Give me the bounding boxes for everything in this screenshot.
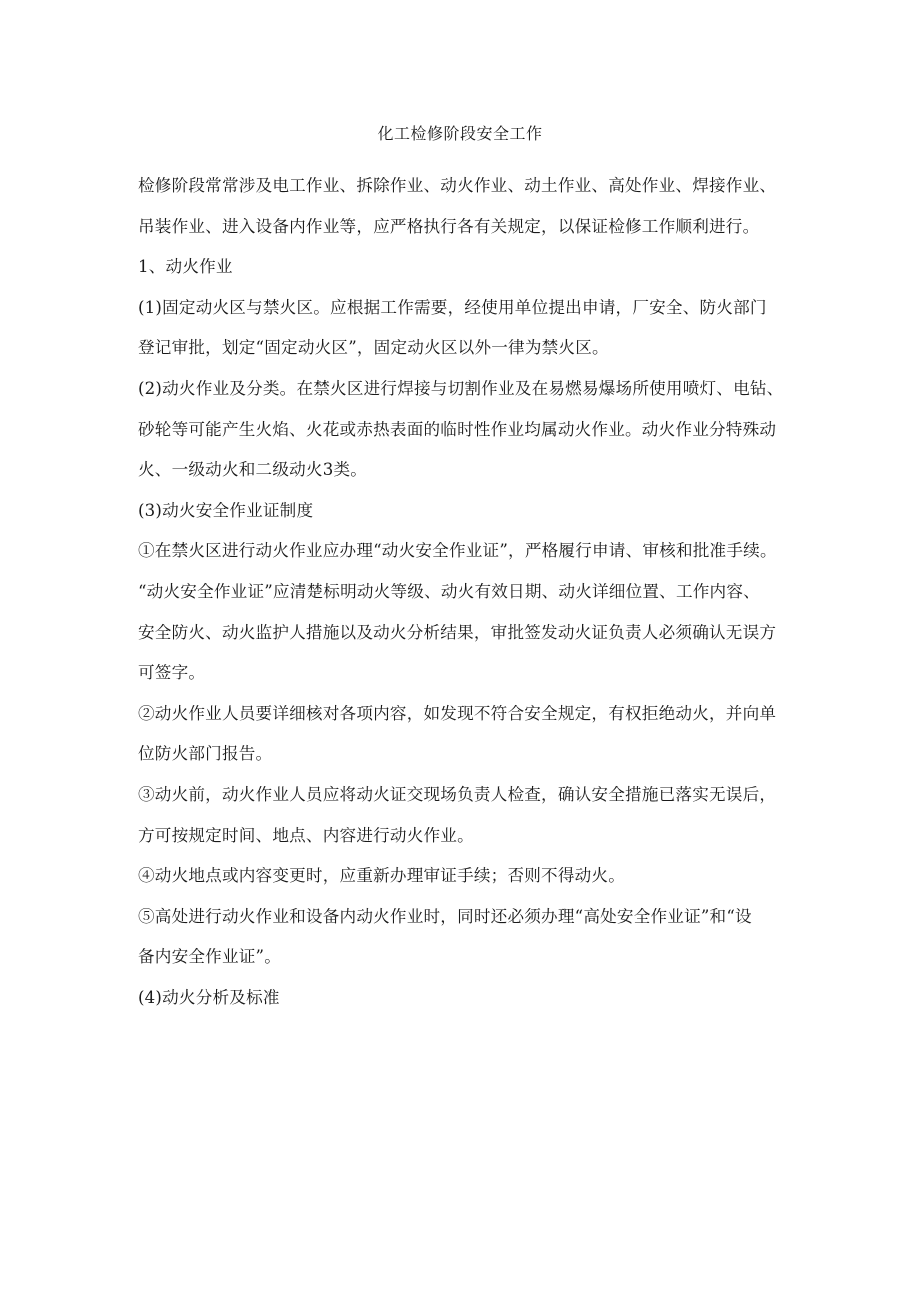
body-line: 安全防火、动火监护人措施以及动火分析结果，审批签发动火证负责人必须确认无误方 bbox=[138, 622, 777, 642]
body-line: ⑤高处进行动火作业和设备内动火作业时，同时还必须办理“高处安全作业证”和“设 bbox=[138, 906, 752, 926]
subsection-heading: (4)动火分析及标准 bbox=[138, 987, 280, 1007]
body-line: ②动火作业人员要详细核对各项内容，如发现不符合安全规定，有权拒绝动火，并向单 bbox=[138, 703, 777, 723]
body-line: 火、一级动火和二级动火3类。 bbox=[138, 460, 368, 480]
subsection-heading: (3)动火安全作业证制度 bbox=[138, 500, 314, 520]
body-line: 方可按规定时间、地点、内容进行动火作业。 bbox=[138, 825, 474, 845]
body-line: (1)固定动火区与禁火区。应根据工作需要，经使用单位提出申请，厂安全、防火部门 bbox=[138, 297, 767, 317]
body-line: 可签字。 bbox=[138, 663, 206, 683]
body-line: ③动火前，动火作业人员应将动火证交现场负责人检查，确认安全措施已落实无误后， bbox=[138, 784, 777, 804]
document-body bbox=[138, 170, 798, 1022]
body-line: ①在禁火区进行动火作业应办理“动火安全作业证”，严格履行申请、审核和批准手续。 bbox=[138, 541, 777, 561]
body-line: 吊装作业、进入设备内作业等，应严格执行各有关规定，以保证检修工作顺利进行。 bbox=[138, 216, 760, 236]
body-line: 检修阶段常常涉及电工作业、拆除作业、动火作业、动土作业、高处作业、焊接作业、 bbox=[138, 176, 777, 195]
body-line: 位防火部门报告。 bbox=[138, 744, 273, 764]
body-line: (2)动火作业及分类。在禁火区进行焊接与切割作业及在易燃易爆场所使用喷灯、电钻、 bbox=[138, 378, 784, 398]
section-heading: 1、动火作业 bbox=[138, 257, 233, 277]
body-line: 备内安全作业证”。 bbox=[138, 947, 282, 967]
document-title: 化工检修阶段安全工作 bbox=[377, 124, 543, 143]
body-line: 登记审批，划定“固定动火区”，固定动火区以外一律为禁火区。 bbox=[138, 338, 609, 358]
body-line: 砂轮等可能产生火焰、火花或赤热表面的临时性作业均属动火作业。动火作业分特殊动 bbox=[138, 419, 777, 439]
body-line: “动火安全作业证”应清楚标明动火等级、动火有效日期、动火详细位置、工作内容、 bbox=[138, 581, 760, 601]
body-line: ④动火地点或内容变更时，应重新办理审证手续；否则不得动火。 bbox=[138, 866, 626, 886]
